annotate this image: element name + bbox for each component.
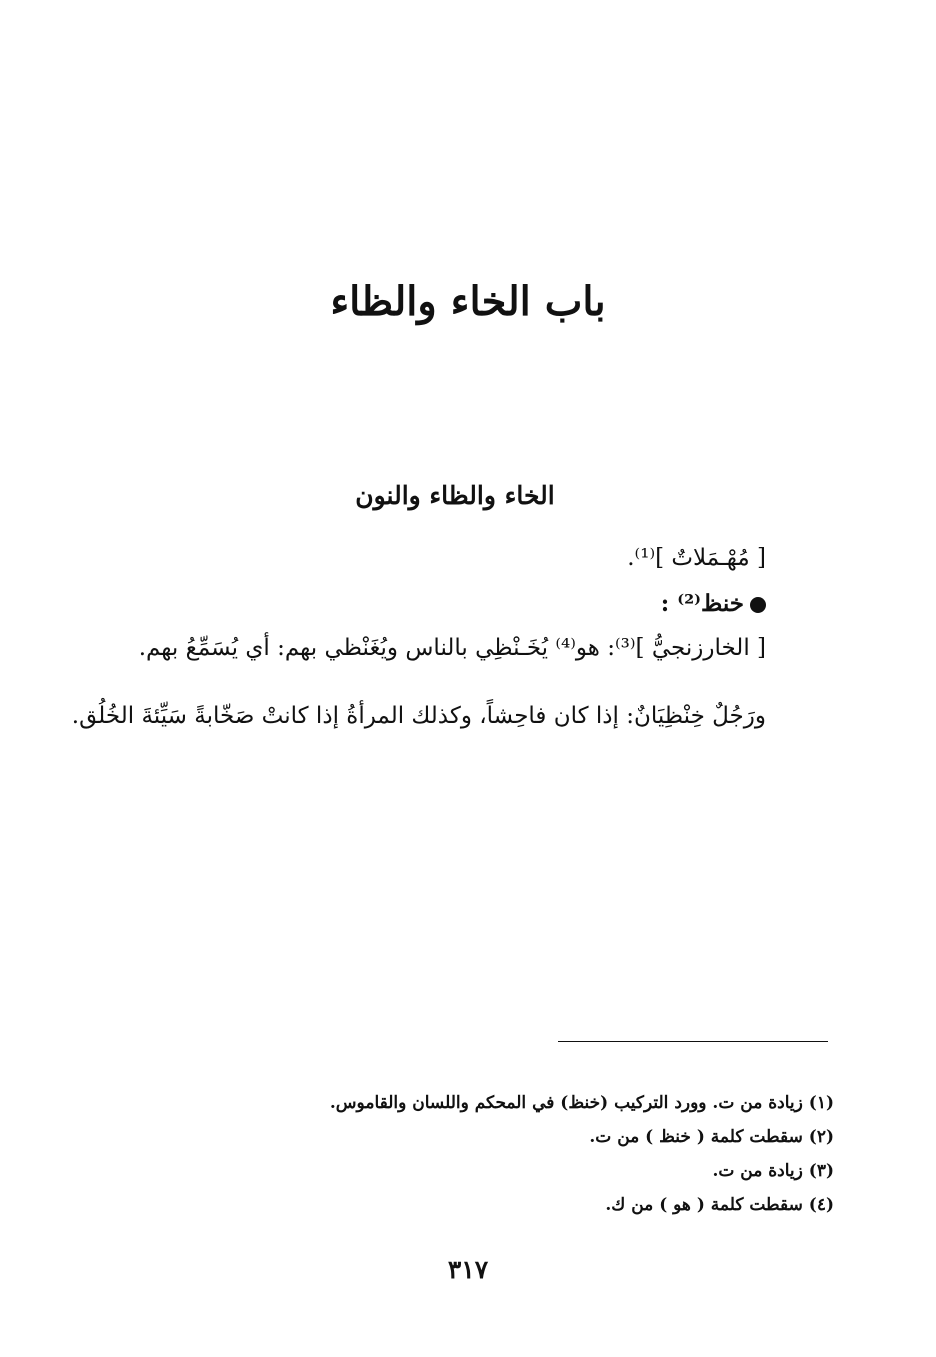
root-entry-line: [130, 586, 766, 622]
section-heading: الخاء والظاء والنون: [355, 481, 555, 510]
root-entry-label: خنظ⁽²⁾ :: [660, 590, 744, 617]
page-number: ٣١٧: [447, 1255, 489, 1284]
footnote-item: (٣) زيادة من ت.: [712, 1161, 834, 1181]
footnote-item: (٢) سقطت كلمة ( خنظ ) من ت.: [589, 1127, 834, 1147]
bullet-icon: [750, 597, 766, 613]
footnote-item: (١) زيادة من ت. وورد التركيب (خنظ) في المحكم واللسان والقاموس.: [329, 1093, 834, 1113]
footnote-divider: [558, 1041, 828, 1042]
entry-rajul: ورَجُلٌ خِنْظِيَانٌ: إذا كان فاحِشاً، وكذلك المرأةُ إذا كانتْ صَخّابةً سَيِّئةَ الخُلُق.: [71, 703, 766, 729]
chapter-title: باب الخاء والظاء: [330, 278, 606, 325]
entry-muhmalat: [ مُهْـمَلاتٌ ]⁽¹⁾.: [627, 545, 766, 571]
footnotes-list: [234, 1086, 834, 1222]
footnote-item: (٤) سقطت كلمة ( هو ) من ك.: [605, 1195, 834, 1215]
entry-kharazanji: [ الخارزنجيُّ ]⁽³⁾: هو⁽⁴⁾ يُخَـنْظِي بالناس ويُغَنْظي بهم: أي يُسَمِّعُ بهم.: [138, 635, 766, 661]
